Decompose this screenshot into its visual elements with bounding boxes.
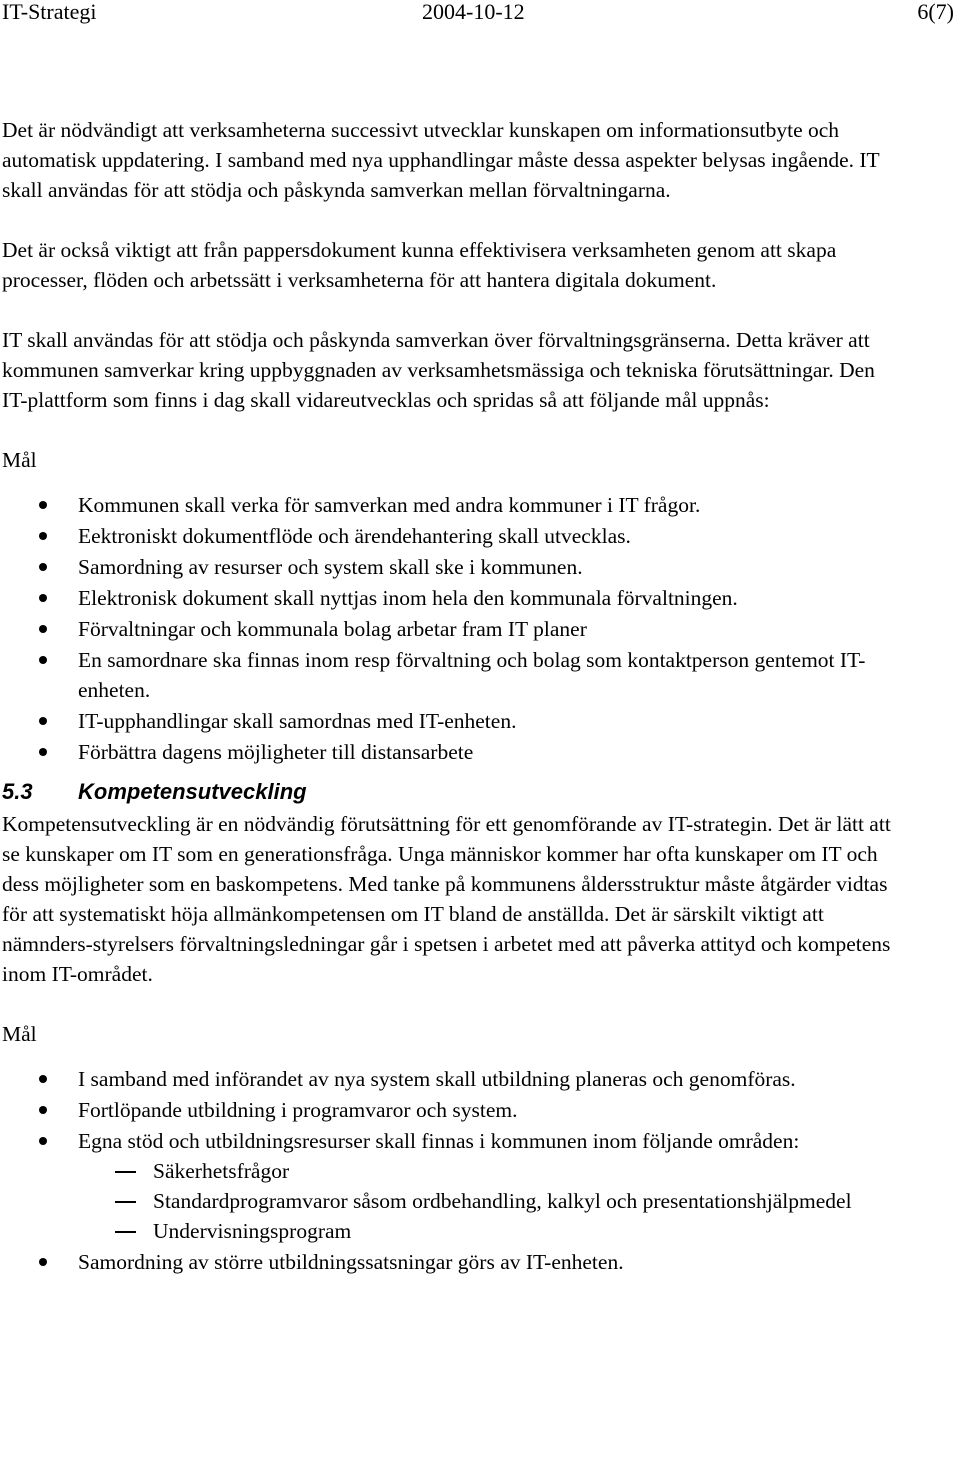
list-item-text: I samband med införandet av nya system skall utbildning planeras och genomföras. [78, 1067, 796, 1091]
list-item [2, 1064, 902, 1094]
section-heading [2, 777, 902, 807]
bullet-icon [39, 1106, 47, 1114]
bullet-icon [39, 563, 47, 571]
list-item-text: Förbättra dagens möjligheter till distansarbete [78, 740, 474, 764]
sub-list-item-text: Standardprogramvaror såsom ordbehandling, kalkyl och presentationshjälpmedel [153, 1189, 852, 1213]
list-item-text: En samordnare ska finnas inom resp förvaltning och bolag som kontaktperson gentemot IT- enheten. [78, 648, 866, 702]
paragraph: IT skall användas för att stödja och påskynda samverkan över förvaltningsgränserna. Detta kräver att kommunen samverkar kring uppbyggnaden av verksamhetsmässiga och tekniska förutsättningar. Den IT-plattform som finns i dag skall vidareutvecklas och spridas så att följande mål uppnås: [2, 328, 875, 412]
bullet-icon [39, 717, 47, 725]
sub-list-item [78, 1186, 902, 1216]
list-item [2, 1126, 902, 1246]
list-item [2, 737, 902, 767]
list-item-text: Kommunen skall verka för samverkan med andra kommuner i IT frågor. [78, 493, 701, 517]
dash-icon [115, 1171, 136, 1173]
list-item-text: Fortlöpande utbildning i programvaror och system. [78, 1098, 518, 1122]
list-item-text: Elektronisk dokument skall nyttjas inom hela den kommunala förvaltningen. [78, 586, 738, 610]
sub-list-item-text: Säkerhetsfrågor [153, 1159, 290, 1183]
bullet-icon [39, 748, 47, 756]
paragraph: Det är också viktigt att från pappersdokument kunna effektivisera verksamheten genom att skapa processer, flöden och arbetssätt i verksamheterna för att hantera digitala dokument. [2, 238, 837, 292]
bullet-icon [39, 532, 47, 540]
goals-heading: Mål [2, 448, 37, 472]
goals-list [2, 490, 902, 767]
list-item [2, 1095, 902, 1125]
list-item [2, 583, 902, 613]
list-item-text: Egna stöd och utbildningsresurser skall finnas i kommunen inom följande områden: [78, 1129, 800, 1153]
paragraph: Kompetensutveckling är en nödvändig förutsättning för ett genomförande av IT-strategin. Det är lätt att se kunskaper om IT som en generationsfråga. Unga människor kommer har ofta kunskaper om IT och dess möjligheter som en baskompetens. Med tanke på kommunens åldersstruktur måste åtgärder vidtas för att systematiskt höja allmänkompetensen om IT bland de anställda. Det är särskilt viktigt att nämnders-styrelsers förvaltningsledningar går i spetsen i arbetet med att påverka attityd och kompetens inom IT-området. [2, 812, 891, 986]
list-item [2, 614, 902, 644]
page-number: 6(7) [917, 0, 954, 24]
bullet-icon [39, 656, 47, 664]
list-item [2, 521, 902, 551]
list-item [2, 1247, 902, 1277]
bullet-icon [39, 594, 47, 602]
bullet-icon [39, 1137, 47, 1145]
dash-icon [115, 1201, 136, 1203]
document-date: 2004-10-12 [422, 0, 525, 24]
list-item-text: Förvaltningar och kommunala bolag arbetar fram IT planer [78, 617, 587, 641]
bullet-icon [39, 1075, 47, 1083]
document-title: IT-Strategi [2, 0, 97, 24]
list-item [2, 552, 902, 582]
sub-list-item [78, 1156, 902, 1186]
list-item-text: Samordning av resurser och system skall ske i kommunen. [78, 555, 583, 579]
sub-list-item-text: Undervisningsprogram [153, 1219, 352, 1243]
bullet-icon [39, 1258, 47, 1266]
sub-list-item [78, 1216, 902, 1246]
list-item-text: Eektroniskt dokumentflöde och ärendehantering skall utvecklas. [78, 524, 631, 548]
paragraph: Det är nödvändigt att verksamheterna successivt utvecklar kunskapen om informationsutbyte och automatisk uppdatering. I samband med nya upphandlingar måste dessa aspekter belysas ingående. IT skall användas för att stödja och påskynda samverkan mellan förvaltningarna. [2, 118, 880, 202]
list-item-text: IT-upphandlingar skall samordnas med IT-enheten. [78, 709, 517, 733]
list-item [2, 645, 902, 705]
section-number: 5.3 [2, 779, 33, 804]
goals-list [2, 1064, 902, 1277]
bullet-icon [39, 625, 47, 633]
list-item-text: Samordning av större utbildningssatsningar görs av IT-enheten. [78, 1250, 624, 1274]
document-body [2, 115, 902, 1278]
sub-list [78, 1156, 902, 1246]
list-item [2, 706, 902, 736]
page-header [2, 0, 954, 27]
section-title: Kompetensutveckling [78, 779, 307, 804]
bullet-icon [39, 501, 47, 509]
goals-heading: Mål [2, 1022, 37, 1046]
list-item [2, 490, 902, 520]
dash-icon [115, 1231, 136, 1233]
